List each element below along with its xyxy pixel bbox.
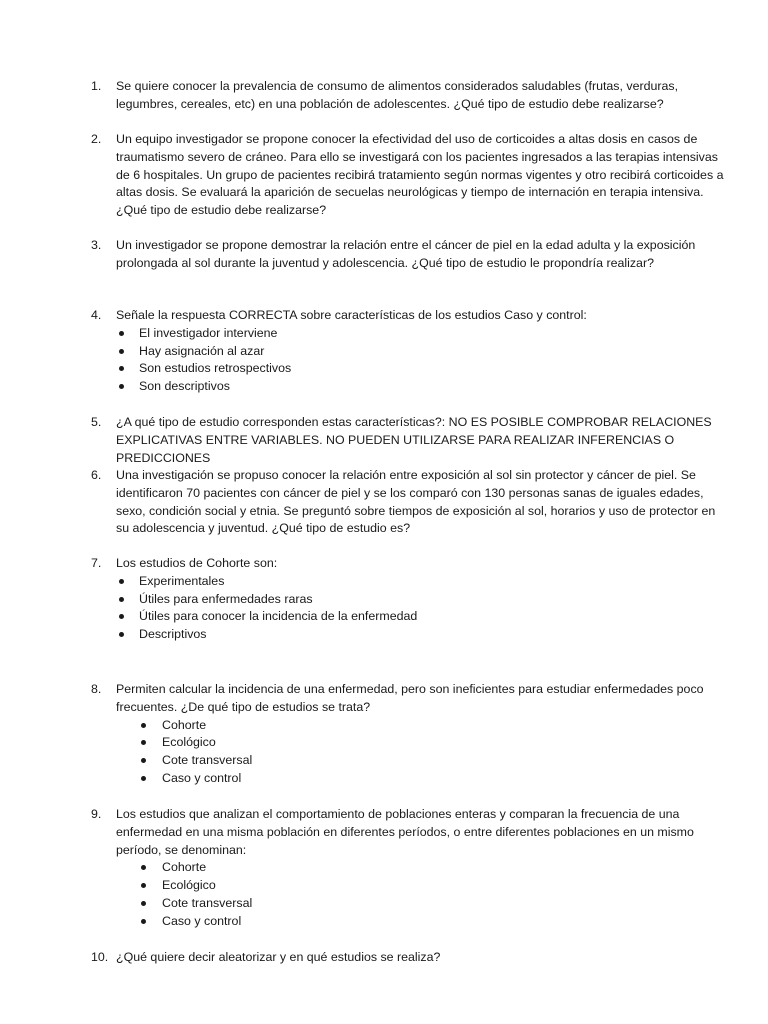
- option-item: Ecológico: [116, 877, 731, 895]
- option-item: El investigador interviene: [116, 325, 731, 343]
- question-text: [116, 681, 731, 788]
- question-number: 4.: [91, 308, 102, 322]
- question-number: 8.: [91, 682, 102, 696]
- question-10: [91, 949, 731, 967]
- option-item: Ecológico: [116, 734, 731, 752]
- question-number: 2.: [91, 132, 102, 146]
- question-number: 3.: [91, 238, 102, 252]
- question-number: 5.: [91, 415, 102, 429]
- question-4: [91, 307, 731, 396]
- question-text: ¿Qué quiere decir aleatorizar y en qué estudios se realiza?: [116, 950, 441, 964]
- question-number: 9.: [91, 807, 102, 821]
- question-prompt: Los estudios de Cohorte son:: [116, 556, 278, 570]
- question-text: Un equipo investigador se propone conocer la efectividad del uso de corticoides a altas dosis en casos de traumatismo severo de cráneo. Para ello se investigará con los pacientes ingresados a las terapias intensivas de 6 hospitales. Un grupo de pacientes recibirá tratamiento según normas vigentes y otro recibirá corticoides a altas dosis. Se evaluará la aparición de secuelas neurológicas y tiempo de internación en terapia intensiva. ¿Qué tipo de estudio debe realizarse?: [116, 132, 724, 218]
- options-list: [116, 717, 731, 788]
- question-text: Se quiere conocer la prevalencia de consumo de alimentos considerados saludables (frutas, verduras, legumbres, cereales, etc) en una población de adolescentes. ¿Qué tipo de estudio debe realizarse?: [116, 79, 679, 111]
- question-3: [91, 237, 731, 273]
- option-item: Son estudios retrospectivos: [116, 360, 731, 378]
- options-list: [116, 325, 731, 396]
- option-item: Descriptivos: [116, 626, 731, 644]
- question-8: [91, 681, 731, 788]
- option-item: Útiles para enfermedades raras: [116, 591, 731, 609]
- option-item: Son descriptivos: [116, 378, 731, 396]
- question-text: [116, 555, 731, 644]
- question-7: [91, 555, 731, 644]
- options-list: [116, 573, 731, 644]
- question-text: Una investigación se propuso conocer la relación entre exposición al sol sin protector y cáncer de piel. Se identificaron 70 pacientes con cáncer de piel y se los comparó con 130 personas sanas de iguales edades, sexo, condición social y etnia. Se preguntó sobre tiempos de exposición al sol, horarios y uso de protector en su adolescencia y juventud. ¿Qué tipo de estudio es?: [116, 468, 716, 536]
- question-number: 7.: [91, 556, 102, 570]
- question-text: [116, 307, 731, 396]
- option-item: Cote transversal: [116, 895, 731, 913]
- option-item: Cote transversal: [116, 752, 731, 770]
- option-item: Útiles para conocer la incidencia de la enfermedad: [116, 608, 731, 626]
- question-number: 10.: [91, 950, 109, 964]
- question-prompt: Los estudios que analizan el comportamiento de poblaciones enteras y comparan la frecuencia de una enfermedad en una misma población en diferentes períodos, o entre diferentes poblaciones en un mismo período, se denominan:: [116, 807, 694, 857]
- question-6: [91, 467, 731, 538]
- question-number: 1.: [91, 79, 102, 93]
- option-item: Caso y control: [116, 913, 731, 931]
- option-item: Caso y control: [116, 770, 731, 788]
- question-text: ¿A qué tipo de estudio corresponden estas características?: NO ES POSIBLE COMPROBAR RELACIONES EXPLICATIVAS ENTRE VARIABLES. NO PUEDEN UTILIZARSE PARA REALIZAR INFERENCIAS O PREDICCIONES: [116, 415, 712, 465]
- question-prompt: Permiten calcular la incidencia de una enfermedad, pero son ineficientes para estudiar enfermedades poco frecuentes. ¿De qué tipo de estudios se trata?: [116, 682, 704, 714]
- question-9: [91, 806, 731, 931]
- option-item: Hay asignación al azar: [116, 343, 731, 361]
- question-2: [91, 131, 731, 220]
- option-item: Cohorte: [116, 859, 731, 877]
- question-text: [116, 806, 731, 931]
- option-item: Experimentales: [116, 573, 731, 591]
- option-item: Cohorte: [116, 717, 731, 735]
- options-list: [116, 859, 731, 930]
- question-1: [91, 78, 731, 114]
- question-5: [91, 414, 731, 467]
- question-prompt: Señale la respuesta CORRECTA sobre características de los estudios Caso y control:: [116, 308, 587, 322]
- question-number: 6.: [91, 468, 102, 482]
- question-text: Un investigador se propone demostrar la relación entre el cáncer de piel en la edad adulta y la exposición prolongada al sol durante la juventud y adolescencia. ¿Qué tipo de estudio le propondría realizar?: [116, 238, 696, 270]
